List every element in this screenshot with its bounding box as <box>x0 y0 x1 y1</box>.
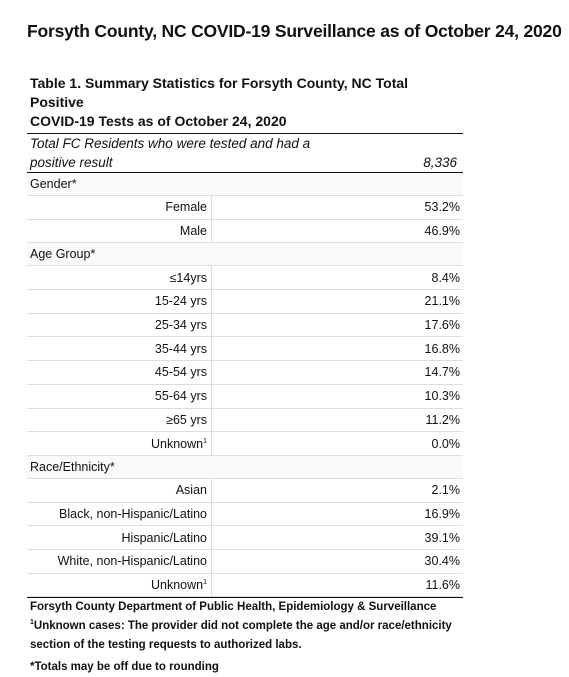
row-value: 46.9% <box>211 220 463 243</box>
row-label-text: Asian <box>175 483 207 498</box>
row-value: 11.2% <box>211 409 463 432</box>
table-row <box>27 409 463 433</box>
table-row <box>27 574 463 598</box>
page-title: Forsyth County, NC COVID-19 Surveillance as of October 24, 2020 <box>27 21 562 41</box>
table-footer <box>27 597 463 677</box>
footnote-marker: 1 <box>203 578 207 586</box>
row-label <box>27 389 211 403</box>
row-value: 39.1% <box>211 526 463 549</box>
row-label <box>27 318 211 332</box>
row-label <box>27 578 211 592</box>
row-label <box>27 342 211 356</box>
row-label-text: 35-44 yrs <box>154 341 207 356</box>
table-row <box>27 550 463 574</box>
row-value: 16.8% <box>211 337 463 360</box>
section-race-ethnicity: Race/Ethnicity* <box>27 456 463 479</box>
row-label-text: Unknown <box>150 436 204 451</box>
total-value: 8,336 <box>423 155 457 170</box>
table-row <box>27 526 463 550</box>
table-row <box>27 290 463 314</box>
total-label-line2: positive result <box>30 155 113 170</box>
row-label-text: Unknown <box>150 577 204 592</box>
row-label-text: Hispanic/Latino <box>121 530 207 545</box>
rounding-note: *Totals may be off due to rounding <box>30 661 219 674</box>
section-age-group: Age Group* <box>27 243 463 266</box>
row-label <box>27 365 211 379</box>
row-value: 16.9% <box>211 503 463 526</box>
row-label <box>27 437 211 451</box>
race-rows <box>27 479 463 597</box>
row-label <box>27 507 211 521</box>
row-label <box>27 200 211 214</box>
unknown-note-text: Unknown cases: The provider did not complete the age and/or race/ethnicity <box>33 620 452 633</box>
table-row <box>27 503 463 527</box>
summary-table <box>27 74 463 677</box>
table-row <box>27 266 463 290</box>
row-value: 0.0% <box>211 432 463 455</box>
unknown-note-line1 <box>30 617 463 636</box>
total-row <box>27 134 463 173</box>
footnote-marker: 1 <box>203 437 207 445</box>
row-label <box>27 413 211 427</box>
row-label-text: 15-24 yrs <box>154 294 207 309</box>
row-value: 53.2% <box>211 196 463 219</box>
table-caption <box>27 74 463 134</box>
row-label-text: Male <box>179 224 207 239</box>
table-row <box>27 432 463 456</box>
row-label-text: ≤14yrs <box>169 270 207 285</box>
source-note: Forsyth County Department of Public Health, Epidemiology & Surveillance <box>30 601 437 614</box>
row-value: 21.1% <box>211 290 463 313</box>
table-row <box>27 385 463 409</box>
row-label-text: 25-34 yrs <box>154 318 207 333</box>
table-row <box>27 220 463 244</box>
table-row <box>27 196 463 220</box>
gender-rows <box>27 196 463 243</box>
row-label <box>27 224 211 238</box>
row-label <box>27 294 211 308</box>
row-label <box>27 271 211 285</box>
row-label <box>27 483 211 497</box>
row-label-text: Female <box>165 200 207 215</box>
row-value: 17.6% <box>211 314 463 337</box>
table-row <box>27 479 463 503</box>
unknown-note-line2: section of the testing requests to authorized labs. <box>30 639 302 652</box>
total-label-line1: Total FC Residents who were tested and had a <box>30 136 311 151</box>
row-value: 30.4% <box>211 550 463 573</box>
row-label-text: 55-64 yrs <box>154 389 207 404</box>
table-row <box>27 361 463 385</box>
row-label <box>27 554 211 568</box>
row-label-text: ≥65 yrs <box>166 412 207 427</box>
row-value: 8.4% <box>211 266 463 289</box>
table-row <box>27 314 463 338</box>
footnote-marker: 1 <box>30 619 34 627</box>
row-label-text: Black, non-Hispanic/Latino <box>59 506 207 521</box>
row-label-text: 45-54 yrs <box>154 365 207 380</box>
row-label <box>27 531 211 545</box>
age-rows <box>27 266 463 456</box>
table-caption-line2: COVID-19 Tests as of October 24, 2020 <box>30 113 287 129</box>
table-row <box>27 337 463 361</box>
table-caption-line1: Table 1. Summary Statistics for Forsyth County, NC Total Positive <box>30 75 409 110</box>
row-value: 11.6% <box>211 574 463 597</box>
row-value: 2.1% <box>211 479 463 502</box>
row-value: 14.7% <box>211 361 463 384</box>
section-gender: Gender* <box>27 173 463 196</box>
row-label-text: White, non-Hispanic/Latino <box>57 554 207 569</box>
row-value: 10.3% <box>211 385 463 408</box>
